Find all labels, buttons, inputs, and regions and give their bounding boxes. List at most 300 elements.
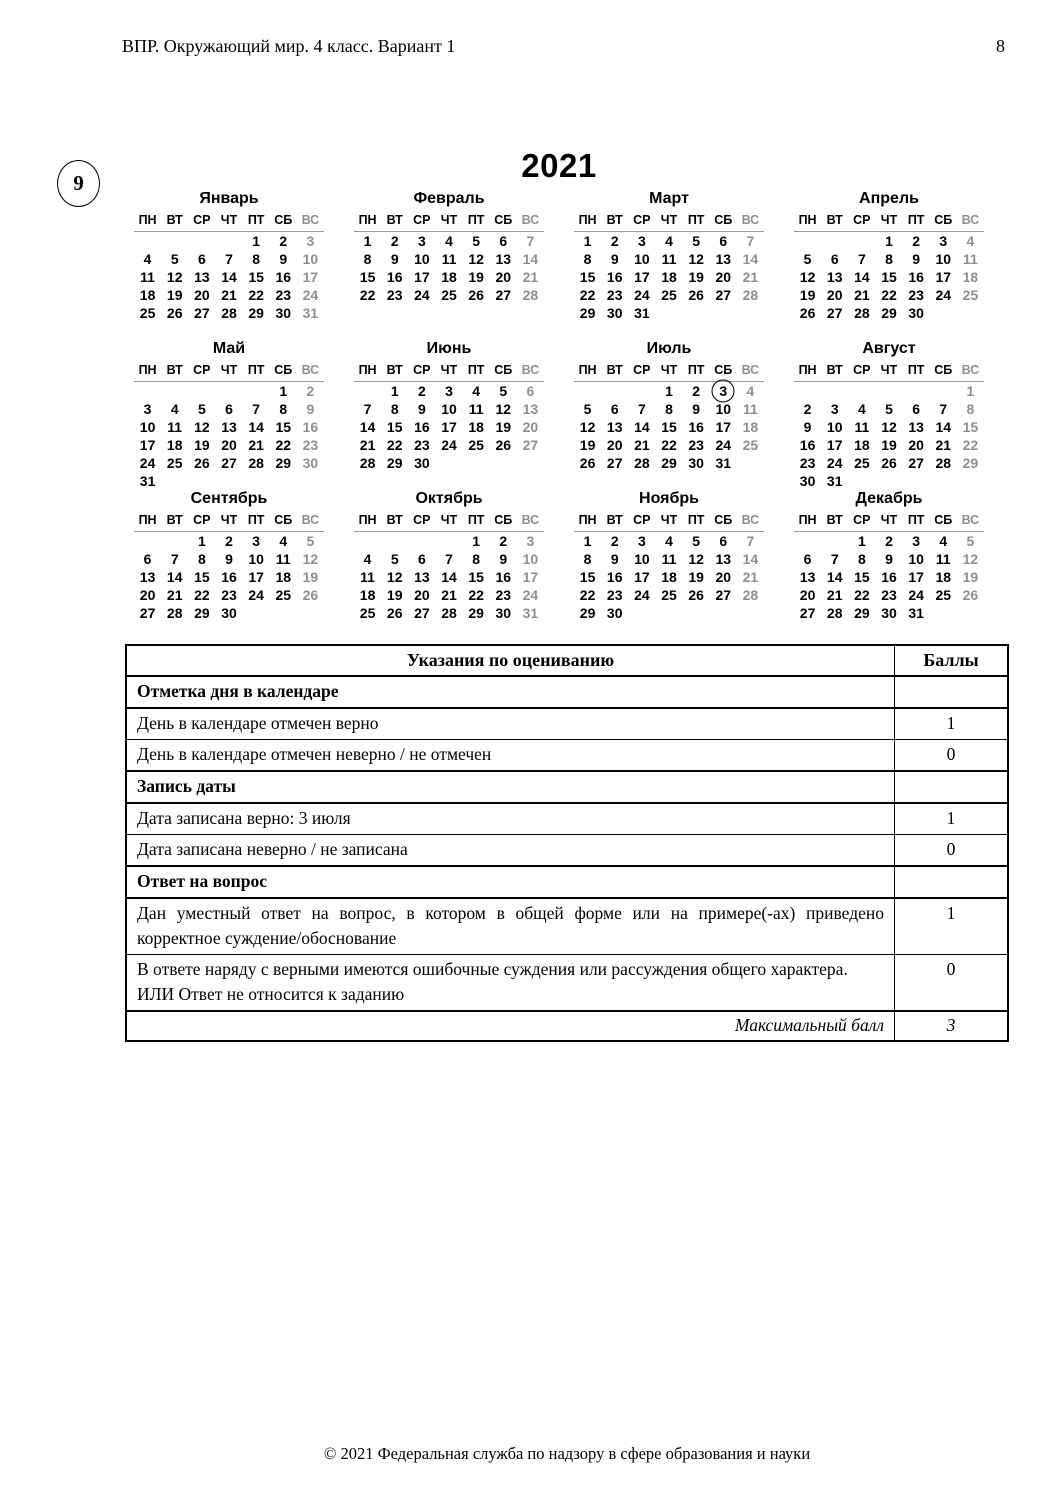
week-row bbox=[134, 532, 324, 551]
criteria-text: Дата записана верно: 3 июля bbox=[137, 808, 351, 828]
calendar-day: 28 bbox=[742, 587, 759, 603]
calendar-month bbox=[793, 490, 985, 622]
week-row bbox=[574, 550, 764, 568]
calendar-day: 21 bbox=[854, 287, 870, 303]
calendar-day: 5 bbox=[692, 233, 701, 249]
weekday-label: ЧТ bbox=[435, 361, 462, 382]
calendar-day: 3 bbox=[252, 533, 261, 549]
calendar-day: 10 bbox=[634, 251, 650, 267]
week-row bbox=[794, 304, 984, 322]
calendar-month bbox=[793, 340, 985, 490]
calendar-day bbox=[134, 532, 161, 551]
week-row bbox=[134, 472, 324, 490]
weekday-label: ЧТ bbox=[435, 211, 462, 232]
calendar-day: 29 bbox=[248, 305, 264, 321]
calendar-day: 17 bbox=[139, 437, 156, 453]
calendar-day: 21 bbox=[441, 587, 457, 603]
calendar-day: 22 bbox=[579, 587, 596, 603]
weekday-label: ЧТ bbox=[875, 511, 902, 532]
calendar-day: 9 bbox=[306, 401, 315, 417]
calendar-day: 9 bbox=[610, 251, 619, 267]
calendar-day: 29 bbox=[661, 455, 677, 471]
week-row bbox=[574, 232, 764, 251]
calendar-day: 16 bbox=[302, 419, 319, 435]
calendar-day: 8 bbox=[252, 251, 261, 267]
calendar-day: 29 bbox=[275, 455, 292, 471]
rubric-row bbox=[126, 955, 1008, 1012]
calendar-day: 15 bbox=[386, 419, 403, 435]
weekday-label: ВТ bbox=[601, 361, 628, 382]
calendar-day: 4 bbox=[665, 233, 673, 249]
calendar-day: 26 bbox=[386, 605, 403, 621]
calendar-day: 1 bbox=[197, 533, 206, 549]
weekday-label: ПН bbox=[574, 511, 601, 532]
rubric-points-cell bbox=[895, 866, 1009, 898]
weekday-label: ВТ bbox=[601, 511, 628, 532]
calendar-month bbox=[353, 190, 545, 304]
calendar-day: 19 bbox=[166, 287, 183, 303]
calendar-day bbox=[517, 454, 544, 472]
month-table bbox=[354, 361, 544, 472]
calendar-day: 26 bbox=[194, 455, 210, 471]
weekday-label: ВТ bbox=[821, 361, 848, 382]
calendar-day: 21 bbox=[221, 287, 237, 303]
calendar-day: 24 bbox=[522, 587, 539, 603]
weekday-label: ЧТ bbox=[655, 511, 682, 532]
calendar-day bbox=[243, 604, 270, 622]
calendar-day bbox=[655, 604, 682, 622]
calendar-day: 17 bbox=[302, 269, 319, 285]
week-row bbox=[794, 382, 984, 401]
calendar-day: 31 bbox=[139, 473, 156, 489]
calendar-day bbox=[574, 382, 601, 401]
rubric-criteria-cell bbox=[126, 898, 895, 955]
calendar-day: 29 bbox=[854, 605, 870, 621]
calendar-day bbox=[848, 472, 875, 490]
calendar-day: 12 bbox=[799, 269, 816, 285]
calendar-day: 12 bbox=[881, 419, 897, 435]
calendar-day: 6 bbox=[912, 401, 921, 417]
calendar-day: 1 bbox=[583, 233, 592, 249]
calendar-day: 3 bbox=[939, 233, 948, 249]
calendar-day: 27 bbox=[139, 605, 156, 621]
weekday-header-row bbox=[134, 361, 324, 382]
week-row bbox=[574, 454, 764, 472]
month-title: Август bbox=[862, 340, 916, 357]
weekday-label: ВС bbox=[297, 211, 324, 232]
calendar-day: 13 bbox=[908, 419, 924, 435]
calendar-day: 14 bbox=[248, 419, 264, 435]
calendar-day: 4 bbox=[363, 551, 372, 567]
calendar-day: 21 bbox=[935, 437, 952, 453]
calendar-day: 15 bbox=[275, 419, 292, 435]
calendar-day: 10 bbox=[139, 419, 156, 435]
weekday-label: СБ bbox=[710, 211, 737, 232]
calendar-day: 11 bbox=[661, 551, 677, 567]
calendar-day: 15 bbox=[579, 269, 596, 285]
calendar-day: 30 bbox=[799, 473, 816, 489]
calendar-day: 8 bbox=[583, 251, 592, 267]
calendar-day: 24 bbox=[935, 287, 952, 303]
calendar-day: 29 bbox=[579, 305, 596, 321]
week-row bbox=[354, 568, 544, 586]
calendar-day: 15 bbox=[248, 269, 264, 285]
calendar-day: 6 bbox=[143, 551, 152, 567]
calendar-day bbox=[270, 472, 297, 490]
week-row bbox=[794, 436, 984, 454]
weekday-label: ПН bbox=[794, 511, 821, 532]
calendar-day: 28 bbox=[935, 455, 952, 471]
calendar-day: 15 bbox=[854, 569, 870, 585]
weekday-label: ВС bbox=[737, 361, 764, 382]
calendar-day: 27 bbox=[908, 455, 924, 471]
calendar-day: 2 bbox=[610, 233, 619, 249]
month-table bbox=[574, 211, 764, 322]
calendar-day bbox=[297, 604, 324, 622]
month-table bbox=[794, 511, 984, 622]
calendar-day: 10 bbox=[935, 251, 952, 267]
calendar-day: 25 bbox=[275, 587, 292, 603]
calendar-day: 27 bbox=[606, 455, 623, 471]
rubric-points-cell: 1 bbox=[895, 708, 1009, 740]
calendar-day: 6 bbox=[197, 251, 206, 267]
weekday-header-row bbox=[134, 511, 324, 532]
calendar-day: 3 bbox=[306, 233, 315, 249]
weekday-label: ПТ bbox=[683, 361, 710, 382]
calendar-day: 17 bbox=[522, 569, 539, 585]
weekday-label: ВС bbox=[297, 361, 324, 382]
calendar-day: 6 bbox=[610, 401, 619, 417]
week-row bbox=[354, 454, 544, 472]
calendar-day: 31 bbox=[522, 605, 539, 621]
calendar-day: 23 bbox=[221, 587, 237, 603]
calendar-day: 18 bbox=[661, 569, 677, 585]
calendar-day: 27 bbox=[715, 587, 732, 603]
week-row bbox=[134, 268, 324, 286]
weekday-label: ПН bbox=[134, 211, 161, 232]
calendar-day bbox=[848, 232, 875, 251]
rubric-row bbox=[126, 898, 1008, 955]
calendar-day: 16 bbox=[606, 269, 623, 285]
calendar-day: 31 bbox=[715, 455, 732, 471]
calendar-day: 19 bbox=[881, 437, 897, 453]
calendar-day: 21 bbox=[634, 437, 650, 453]
calendar-day: 25 bbox=[742, 437, 759, 453]
weekday-label: ВТ bbox=[601, 211, 628, 232]
question-number-badge bbox=[57, 160, 100, 207]
week-row bbox=[794, 250, 984, 268]
calendar-day: 22 bbox=[194, 587, 210, 603]
weekday-header-row bbox=[794, 211, 984, 232]
week-row bbox=[354, 250, 544, 268]
calendar-day: 14 bbox=[634, 419, 650, 435]
calendar-day: 6 bbox=[719, 233, 728, 249]
calendar-day: 6 bbox=[803, 551, 812, 567]
weekday-label: СР bbox=[408, 361, 435, 382]
calendar-day: 15 bbox=[359, 269, 376, 285]
calendar-day: 4 bbox=[746, 383, 755, 399]
calendar-day bbox=[710, 304, 737, 322]
calendar-day: 19 bbox=[468, 269, 484, 285]
weekday-label: ПТ bbox=[903, 511, 930, 532]
calendar-month bbox=[133, 490, 325, 622]
calendar-day bbox=[188, 232, 215, 251]
calendar-day bbox=[435, 454, 462, 472]
footer-copyright: © 2021 Федеральная служба по надзору в сфере образования и науки bbox=[323, 1444, 811, 1463]
calendar-day: 3 bbox=[526, 533, 535, 549]
calendar-day: 18 bbox=[441, 269, 457, 285]
criteria-text: ИЛИ Ответ не относится к заданию bbox=[137, 984, 405, 1004]
calendar-day: 31 bbox=[908, 605, 924, 621]
page-number: 8 bbox=[996, 36, 1005, 56]
calendar-day: 24 bbox=[248, 587, 264, 603]
calendar-day: 23 bbox=[302, 437, 319, 453]
calendar-day: 5 bbox=[390, 551, 399, 567]
calendar-day bbox=[821, 382, 848, 401]
calendar-day: 29 bbox=[881, 305, 897, 321]
calendar-day: 2 bbox=[225, 533, 233, 549]
week-row bbox=[574, 382, 764, 401]
month-title: Октябрь bbox=[415, 490, 483, 507]
calendar-day bbox=[270, 604, 297, 622]
calendar-day: 15 bbox=[194, 569, 210, 585]
week-row bbox=[794, 418, 984, 436]
calendar-day: 7 bbox=[363, 401, 372, 417]
weekday-label: СР bbox=[628, 211, 655, 232]
calendar-day: 8 bbox=[472, 551, 481, 567]
calendar-day: 17 bbox=[441, 419, 457, 435]
week-row bbox=[134, 400, 324, 418]
calendar-day: 7 bbox=[857, 251, 866, 267]
calendar-day: 21 bbox=[826, 587, 843, 603]
weekday-label: СБ bbox=[490, 211, 517, 232]
rubric-row bbox=[126, 771, 1008, 803]
week-row bbox=[794, 604, 984, 622]
year-title: 2021 bbox=[521, 147, 597, 184]
calendar-day: 27 bbox=[522, 437, 539, 453]
week-row bbox=[134, 454, 324, 472]
calendar-day: 7 bbox=[445, 551, 453, 567]
week-row bbox=[794, 568, 984, 586]
calendar-day: 2 bbox=[279, 233, 288, 249]
calendar-day: 5 bbox=[472, 233, 481, 249]
calendar-day bbox=[821, 232, 848, 251]
calendar-day: 8 bbox=[966, 401, 975, 417]
calendar-day: 11 bbox=[468, 401, 484, 417]
calendar-day: 16 bbox=[688, 419, 704, 435]
weekday-label: ВС bbox=[297, 511, 324, 532]
calendar-day: 10 bbox=[302, 251, 319, 267]
calendar-day: 26 bbox=[579, 455, 596, 471]
calendar-day bbox=[297, 472, 324, 490]
calendar-day: 20 bbox=[139, 587, 156, 603]
calendar-day: 7 bbox=[252, 401, 261, 417]
rubric-criteria-cell bbox=[126, 708, 895, 740]
calendar-day: 24 bbox=[414, 287, 430, 303]
week-row bbox=[354, 286, 544, 304]
calendar-day: 22 bbox=[248, 287, 264, 303]
calendar-day: 17 bbox=[826, 437, 843, 453]
calendar-day: 23 bbox=[606, 587, 623, 603]
weekday-label: ЧТ bbox=[655, 211, 682, 232]
calendar-day: 27 bbox=[826, 305, 843, 321]
calendar-day: 24 bbox=[826, 455, 843, 471]
calendar-day: 5 bbox=[306, 533, 315, 549]
calendar-day: 26 bbox=[688, 287, 704, 303]
calendar-day: 14 bbox=[359, 419, 376, 435]
calendar-day bbox=[134, 382, 161, 401]
calendar-day: 27 bbox=[221, 455, 237, 471]
calendar-day: 16 bbox=[908, 269, 924, 285]
calendar-day: 16 bbox=[221, 569, 237, 585]
weekday-label: ВС bbox=[737, 211, 764, 232]
calendar-day: 2 bbox=[390, 233, 399, 249]
calendar-day: 27 bbox=[194, 305, 210, 321]
calendar-day: 1 bbox=[583, 533, 592, 549]
calendar-day: 23 bbox=[688, 437, 704, 453]
calendar-day: 16 bbox=[799, 437, 816, 453]
calendar-day: 16 bbox=[386, 269, 403, 285]
calendar-day: 26 bbox=[468, 287, 484, 303]
calendar-day: 19 bbox=[302, 569, 319, 585]
rubric-points-cell: 0 bbox=[895, 955, 1009, 1012]
week-row bbox=[134, 418, 324, 436]
calendar-day: 5 bbox=[803, 251, 812, 267]
calendar-day: 2 bbox=[417, 383, 426, 399]
month-table bbox=[794, 211, 984, 322]
calendar-day: 4 bbox=[143, 251, 152, 267]
calendar-day: 20 bbox=[715, 269, 732, 285]
calendar-day: 10 bbox=[522, 551, 539, 567]
calendar-day: 11 bbox=[167, 419, 183, 435]
week-row bbox=[134, 550, 324, 568]
calendar-day: 17 bbox=[935, 269, 952, 285]
calendar-day: 9 bbox=[499, 551, 508, 567]
calendar-day: 5 bbox=[583, 401, 592, 417]
calendar-day: 28 bbox=[742, 287, 759, 303]
rubric-header-points: Баллы bbox=[895, 645, 1009, 676]
weekday-header-row bbox=[794, 361, 984, 382]
week-row bbox=[354, 532, 544, 551]
weekday-label: СБ bbox=[270, 211, 297, 232]
calendar-day: 2 bbox=[885, 533, 893, 549]
rubric-row bbox=[126, 835, 1008, 867]
calendar-day: 28 bbox=[359, 455, 376, 471]
month-title: Июнь bbox=[426, 340, 472, 357]
week-row bbox=[574, 532, 764, 551]
weekday-label: ВТ bbox=[161, 361, 188, 382]
calendar-day: 19 bbox=[495, 419, 512, 435]
calendar-day bbox=[655, 304, 682, 322]
week-row bbox=[794, 400, 984, 418]
calendar-day: 3 bbox=[445, 383, 453, 399]
weekday-label: ВС bbox=[517, 361, 544, 382]
calendar-day: 1 bbox=[279, 383, 288, 399]
calendar-day: 20 bbox=[522, 419, 539, 435]
week-row bbox=[354, 418, 544, 436]
weekday-label: СБ bbox=[490, 511, 517, 532]
calendar-day: 9 bbox=[803, 419, 812, 435]
calendar-day: 9 bbox=[417, 401, 426, 417]
weekday-label: СР bbox=[848, 211, 875, 232]
month-table bbox=[354, 511, 544, 622]
rubric-criteria-cell bbox=[126, 676, 895, 708]
calendar-day: 22 bbox=[881, 287, 897, 303]
weekday-label: ПН bbox=[354, 211, 381, 232]
calendar-day: 21 bbox=[742, 269, 759, 285]
month-table bbox=[134, 511, 324, 622]
calendar-day bbox=[683, 304, 710, 322]
weekday-header-row bbox=[794, 511, 984, 532]
rubric-points-cell: 0 bbox=[895, 835, 1009, 867]
calendar-day: 6 bbox=[526, 383, 535, 399]
calendar-day bbox=[957, 604, 984, 622]
calendar-day: 11 bbox=[935, 551, 951, 567]
calendar-day: 19 bbox=[386, 587, 403, 603]
calendar-day bbox=[628, 604, 655, 622]
weekday-header-row bbox=[574, 511, 764, 532]
calendar-day: 30 bbox=[606, 605, 623, 621]
calendar-day: 16 bbox=[881, 569, 897, 585]
rubric-header-row bbox=[126, 645, 1008, 676]
calendar-day: 20 bbox=[826, 287, 843, 303]
calendar-day: 28 bbox=[522, 287, 539, 303]
calendar-day bbox=[161, 232, 188, 251]
calendar-day: 29 bbox=[386, 455, 403, 471]
calendar-day: 1 bbox=[363, 233, 372, 249]
weekday-label: ЧТ bbox=[875, 211, 902, 232]
calendar-day bbox=[463, 454, 490, 472]
calendar-day: 18 bbox=[962, 269, 979, 285]
weekday-label: ВС bbox=[517, 211, 544, 232]
week-row bbox=[354, 382, 544, 401]
calendar-day: 8 bbox=[857, 551, 866, 567]
weekday-label: ПН bbox=[794, 361, 821, 382]
calendar-day: 30 bbox=[414, 455, 430, 471]
calendar-day: 23 bbox=[414, 437, 430, 453]
calendar-day: 12 bbox=[302, 551, 319, 567]
calendar-day: 20 bbox=[495, 269, 512, 285]
calendar-day: 18 bbox=[359, 587, 376, 603]
calendar-day: 23 bbox=[908, 287, 924, 303]
calendar-day: 23 bbox=[606, 287, 623, 303]
weekday-label: СР bbox=[628, 511, 655, 532]
week-row bbox=[574, 400, 764, 418]
calendar-day: 30 bbox=[275, 305, 292, 321]
week-row bbox=[134, 568, 324, 586]
week-row bbox=[574, 568, 764, 586]
calendar-day: 9 bbox=[390, 251, 399, 267]
calendar-day: 20 bbox=[194, 287, 210, 303]
weekday-label: ВС bbox=[517, 511, 544, 532]
calendar-day: 17 bbox=[634, 569, 650, 585]
calendar-day: 22 bbox=[579, 287, 596, 303]
calendar-day: 12 bbox=[468, 251, 484, 267]
calendar-day: 4 bbox=[857, 401, 866, 417]
week-row bbox=[134, 250, 324, 268]
rubric-points-cell: 1 bbox=[895, 898, 1009, 955]
circled-day-mark bbox=[712, 379, 735, 402]
calendar-day: 18 bbox=[854, 437, 870, 453]
calendar-day: 4 bbox=[966, 233, 975, 249]
calendar-day bbox=[710, 604, 737, 622]
calendar-day: 21 bbox=[359, 437, 376, 453]
weekday-label: ЧТ bbox=[655, 361, 682, 382]
calendar-day: 5 bbox=[499, 383, 508, 399]
calendar-day: 10 bbox=[248, 551, 264, 567]
week-row bbox=[574, 436, 764, 454]
calendar-day: 20 bbox=[414, 587, 430, 603]
